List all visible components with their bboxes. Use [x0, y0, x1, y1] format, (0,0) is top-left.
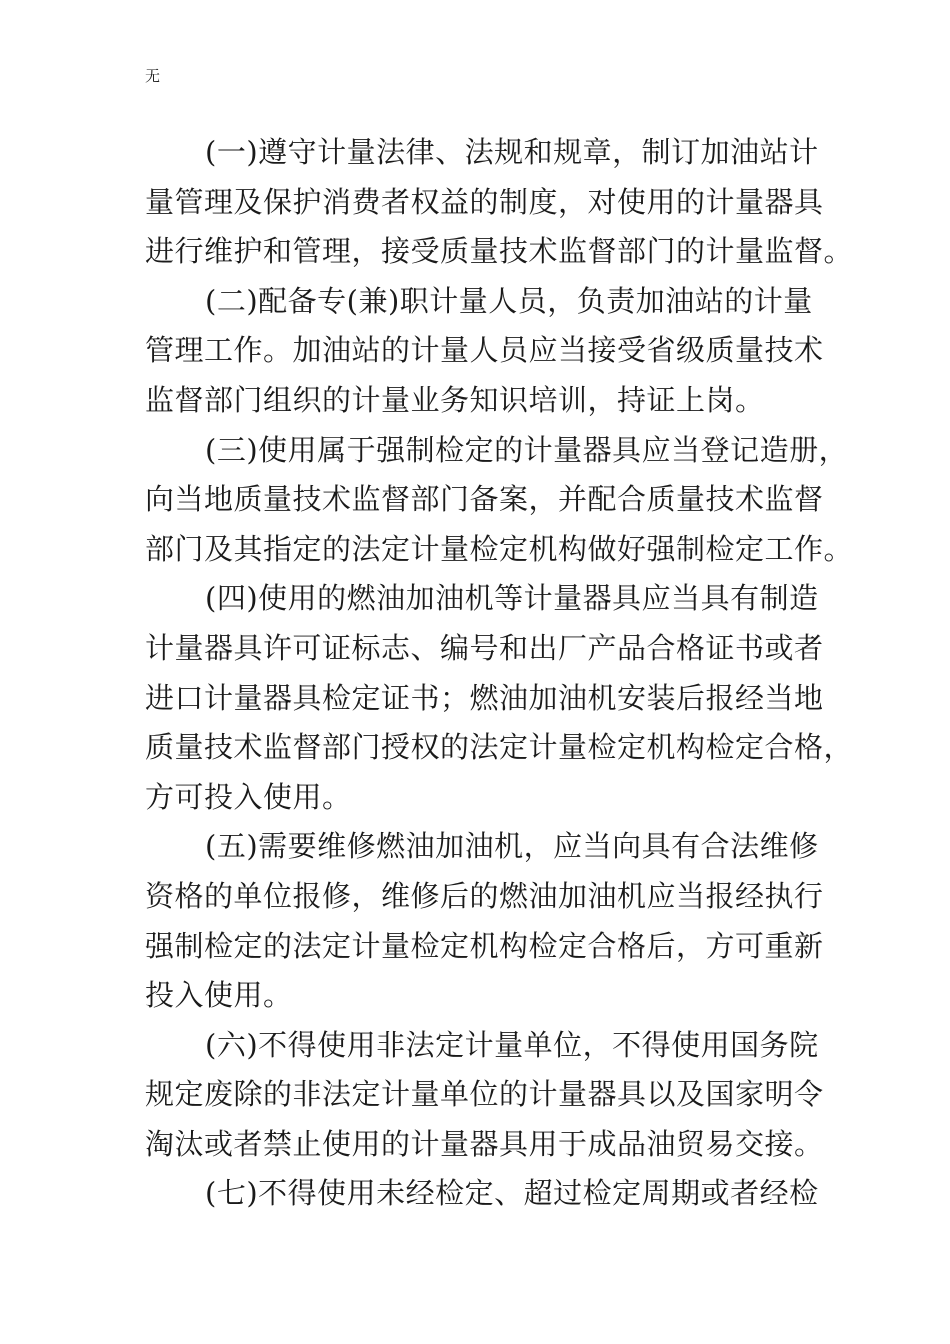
text-line: 方可投入使用。 [145, 779, 352, 814]
text-line: (七)不得使用未经检定、超过检定周期或者经检 [205, 1176, 819, 1211]
text-line: 资格的单位报修，维修后的燃油加油机应当报经执行 [145, 878, 824, 913]
text-line: 进行维护和管理，接受质量技术监督部门的计量监督。 [145, 234, 854, 269]
text-line: (二)配备专(兼)职计量人员，负责加油站的计量 [205, 283, 813, 318]
paragraph-4 [145, 574, 854, 822]
paragraph-6 [145, 1021, 825, 1170]
text-line: 规定废除的非法定计量单位的计量器具以及国家明令 [145, 1077, 824, 1112]
paragraph-2 [145, 277, 825, 426]
text-line: 投入使用。 [145, 978, 293, 1013]
paragraph-7 [145, 1169, 825, 1219]
paragraph-3 [145, 426, 854, 575]
text-line: 质量技术监督部门授权的法定计量检定机构检定合格， [145, 730, 854, 765]
text-line: 进口计量器具检定证书；燃油加油机安装后报经当地 [145, 680, 824, 715]
document-body [145, 128, 854, 1219]
text-line: 计量器具许可证标志、编号和出厂产品合格证书或者 [145, 630, 824, 665]
text-line: (四)使用的燃油加油机等计量器具应当具有制造 [205, 581, 819, 616]
text-line: 向当地质量技术监督部门备案，并配合质量技术监督 [145, 482, 824, 517]
text-line: 强制检定的法定计量检定机构检定合格后，方可重新 [145, 928, 824, 963]
page-header: 无 [145, 67, 161, 85]
paragraph-5 [145, 822, 825, 1020]
text-line: 管理工作。加油站的计量人员应当接受省级质量技术 [145, 333, 824, 368]
text-line: 淘汰或者禁止使用的计量器具用于成品油贸易交接。 [145, 1126, 824, 1161]
text-line: (六)不得使用非法定计量单位，不得使用国务院 [205, 1027, 819, 1062]
text-line: (一)遵守计量法律、法规和规章，制订加油站计 [205, 135, 819, 169]
text-line: 部门及其指定的法定计量检定机构做好强制检定工作。 [145, 531, 854, 566]
text-line: (三)使用属于强制检定的计量器具应当登记造册， [205, 432, 849, 467]
text-line: 监督部门组织的计量业务知识培训，持证上岗。 [145, 382, 765, 417]
text-line: (五)需要维修燃油加油机，应当向具有合法维修 [205, 829, 819, 864]
paragraph-1 [145, 128, 854, 277]
text-line: 量管理及保护消费者权益的制度，对使用的计量器具 [145, 184, 824, 219]
